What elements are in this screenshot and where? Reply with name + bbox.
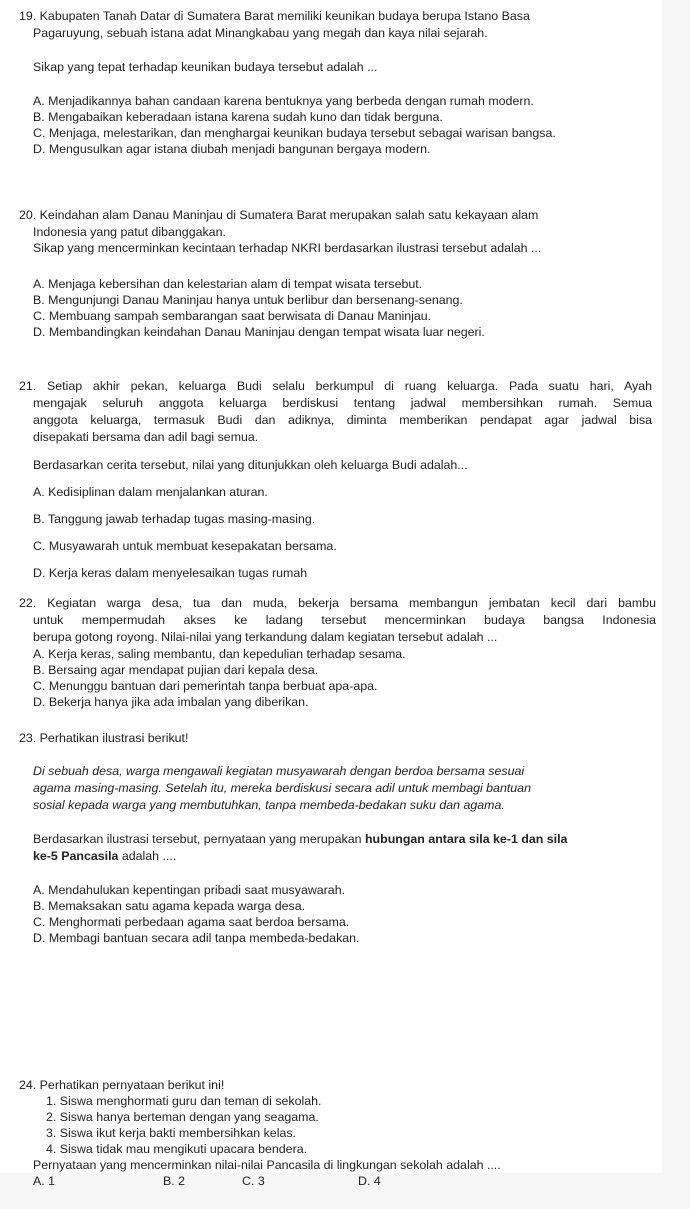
question-21-option-c: C. Musyawarah untuk membuat kesepakatan bersama. <box>33 539 337 553</box>
question-20-option-d: D. Membandingkan keindahan Danau Maninjau dengan tempat wisata luar negeri. <box>33 325 485 339</box>
question-20-stem-line-1: 20. Keindahan alam Danau Maninjau di Sumatera Barat merupakan salah satu kekayaan alam <box>19 208 539 222</box>
question-23-prompt-line-1 <box>33 832 567 847</box>
question-23-story-line-2: agama masing-masing. Setelah itu, mereka berdiskusi secara adil untuk membagi bantuan <box>33 781 531 795</box>
question-21-stem-line-2: mengajak seluruh anggota keluarga berdiskusi tentang jadwal membersihkan rumah. Semua <box>33 396 652 410</box>
question-23-prompt-plain-2: adalah .... <box>118 849 177 863</box>
question-23-prompt-line-2 <box>33 849 176 864</box>
question-19-stem-line-2: Pagaruyung, sebuah istana adat Minangkabau yang megah dan kaya nilai sejarah. <box>33 26 488 40</box>
question-21-option-a: A. Kedisiplinan dalam menjalankan aturan. <box>33 485 268 499</box>
question-21-stem-line-4: disepakati bersama dan adil bagi semua. <box>33 430 259 444</box>
question-22-stem-line-1: 22. Kegiatan warga desa, tua dan muda, bekerja bersama membangun jembatan kecil dari bambu <box>19 596 656 610</box>
question-19-option-b: B. Mengabaikan keberadaan istana karena sudah kuno dan tidak berguna. <box>33 110 443 124</box>
question-23-prompt-bold-2: ke-5 Pancasila <box>33 849 119 863</box>
question-22-option-a: A. Kerja keras, saling membantu, dan kepedulian terhadap sesama. <box>33 647 406 661</box>
question-21-prompt: Berdasarkan cerita tersebut, nilai yang ditunjukkan oleh keluarga Budi adalah... <box>33 458 468 472</box>
question-24-choice-b: B. 2 <box>163 1174 186 1188</box>
question-24-prompt: Pernyataan yang mencerminkan nilai-nilai Pancasila di lingkungan sekolah adalah .... <box>33 1158 501 1172</box>
question-24-choice-a: A. 1 <box>33 1174 56 1188</box>
page-bottom-margin <box>0 1173 690 1209</box>
question-24-stem: 24. Perhatikan pernyataan berikut ini! <box>19 1078 225 1092</box>
question-23-stem: 23. Perhatikan ilustrasi berikut! <box>19 731 189 745</box>
question-23-option-c: C. Menghormati perbedaan agama saat berdoa bersama. <box>33 915 350 929</box>
question-20-option-b: B. Mengunjungi Danau Maninjau hanya untuk berlibur dan bersenang-senang. <box>33 293 463 307</box>
question-23-story-line-3: sosial kepada warga yang membutuhkan, tanpa membeda-bedakan suku dan agama. <box>33 798 505 812</box>
page-edge-shadow <box>662 0 690 1209</box>
question-22-option-c: C. Menunggu bantuan dari pemerintah tanpa berbuat apa-apa. <box>33 679 378 693</box>
question-23-option-a: A. Mendahulukan kepentingan pribadi saat musyawarah. <box>33 883 346 897</box>
question-21-stem-line-1: 21. Setiap akhir pekan, keluarga Budi selalu berkumpul di ruang keluarga. Pada suatu hari, Ayah <box>19 379 652 393</box>
question-24-statement-3: 3. Siswa ikut kerja bakti membersihkan kelas. <box>46 1126 296 1140</box>
question-24-choice-d: D. 4 <box>358 1174 381 1188</box>
question-23-option-d: D. Membagi bantuan secara adil tanpa membeda-bedakan. <box>33 931 360 945</box>
question-19-option-c: C. Menjaga, melestarikan, dan menghargai keunikan budaya tersebut sebagai warisan bangsa. <box>33 126 556 140</box>
question-20-option-c: C. Membuang sampah sembarangan saat berwisata di Danau Maninjau. <box>33 309 432 323</box>
question-20-stem-line-2: Indonesia yang patut dibanggakan. <box>33 225 226 239</box>
question-20-stem-line-3: Sikap yang mencerminkan kecintaan terhadap NKRI berdasarkan ilustrasi tersebut adalah ... <box>33 241 542 255</box>
question-22-option-d: D. Bekerja hanya jika ada imbalan yang diberikan. <box>33 695 309 709</box>
question-24-statement-1: 1. Siswa menghormati guru dan teman di sekolah. <box>46 1094 322 1108</box>
question-22-option-b: B. Bersaing agar mendapat pujian dari kepala desa. <box>33 663 319 677</box>
question-23-prompt-plain: Berdasarkan ilustrasi tersebut, pernyataan yang merupakan <box>33 832 365 846</box>
question-22-stem-line-3: berupa gotong royong. Nilai-nilai yang terkandung dalam kegiatan tersebut adalah ... <box>33 630 498 644</box>
question-24-statement-4: 4. Siswa tidak mau mengikuti upacara bendera. <box>46 1142 308 1156</box>
question-20-option-a: A. Menjaga kebersihan dan kelestarian alam di tempat wisata tersebut. <box>33 277 423 291</box>
question-21-option-b: B. Tanggung jawab terhadap tugas masing-masing. <box>33 512 316 526</box>
question-21-stem-line-3: anggota keluarga, termasuk Budi dan adiknya, diminta memberikan pendapat agar jadwal bisa <box>33 413 652 427</box>
question-22-stem-line-2: untuk mempermudah akses ke ladang tersebut mencerminkan budaya bangsa Indonesia <box>33 613 656 627</box>
question-23-story-line-1: Di sebuah desa, warga mengawali kegiatan musyawarah dengan berdoa bersama sesuai <box>33 764 525 778</box>
question-19-option-d: D. Mengusulkan agar istana diubah menjadi bangunan bergaya modern. <box>33 142 431 156</box>
question-19-option-a: A. Menjadikannya bahan candaan karena bentuknya yang berbeda dengan rumah modern. <box>33 94 534 108</box>
question-19-stem-line-1: 19. Kabupaten Tanah Datar di Sumatera Barat memiliki keunikan budaya berupa Istano Basa <box>19 9 530 23</box>
question-24-choice-c: C. 3 <box>242 1174 265 1188</box>
question-23-option-b: B. Memaksakan satu agama kepada warga desa. <box>33 899 306 913</box>
question-19-prompt: Sikap yang tepat terhadap keunikan budaya tersebut adalah ... <box>33 60 378 74</box>
question-24-statement-2: 2. Siswa hanya berteman dengan yang seagama. <box>46 1110 319 1124</box>
question-23-prompt-bold: hubungan antara sila ke-1 dan sila <box>364 832 568 846</box>
question-21-option-d: D. Kerja keras dalam menyelesaikan tugas rumah <box>33 566 308 580</box>
